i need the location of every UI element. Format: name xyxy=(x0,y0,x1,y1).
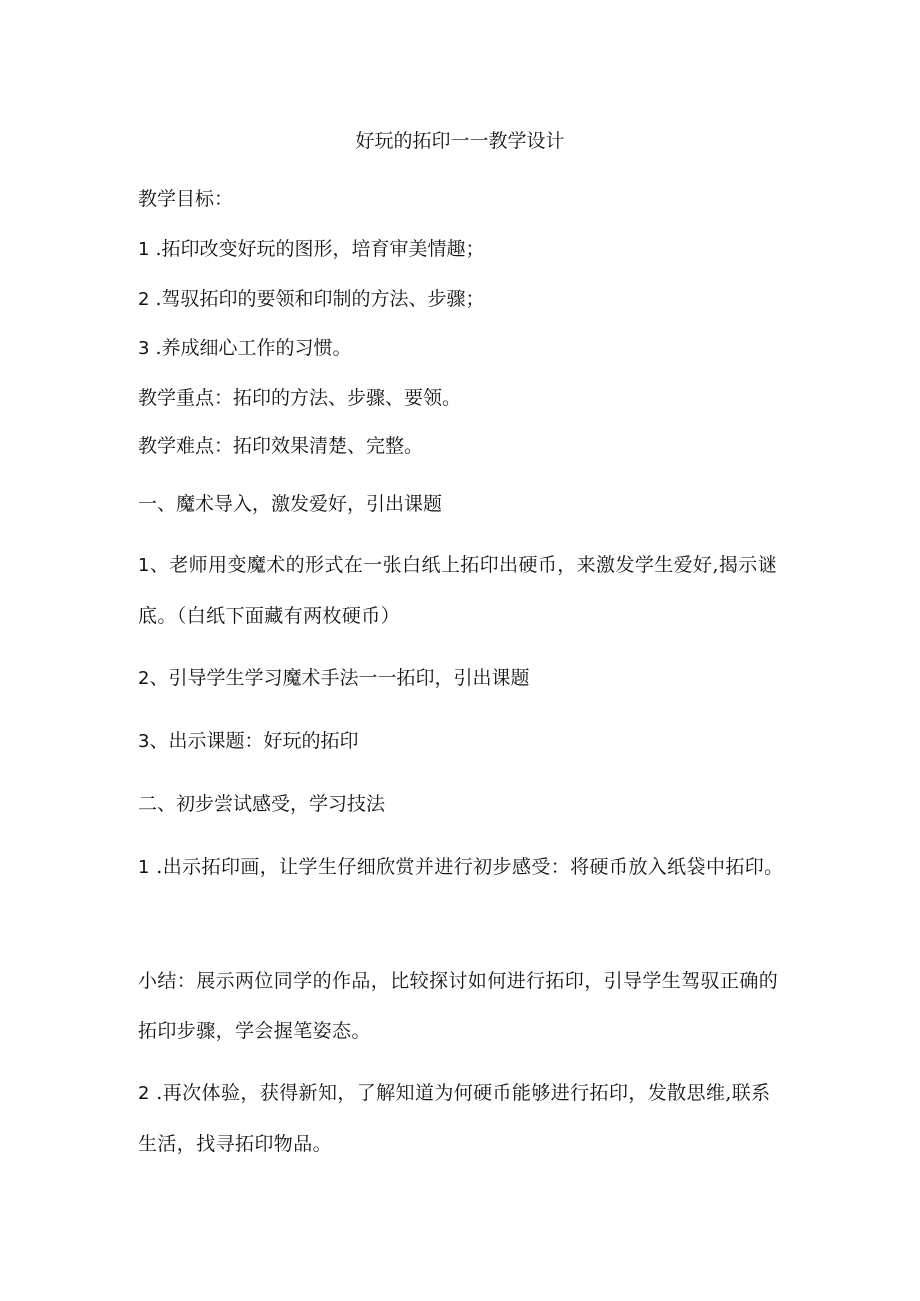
section-1-item-1 xyxy=(138,540,786,641)
section-2-item-1 xyxy=(138,842,786,893)
item-text: 、引导学生学习魔术手法一一拓印，引出课题 xyxy=(149,667,530,689)
difficulty-point: 教学难点：拓印效果清楚、完整。 xyxy=(138,435,424,457)
item-number: 3 xyxy=(138,731,150,752)
document-title: 好玩的拓印一一教学设计 xyxy=(355,130,565,152)
item-text: 、老师用变魔术的形式在一张白纸上拓印出硬币，来激发学生爱好,揭示谜底。（白纸下面藏有两枚硬币） xyxy=(138,554,778,627)
key-point: 教学重点：拓印的方法、步骤、要领。 xyxy=(138,387,462,409)
section-1-item-3 xyxy=(138,728,788,755)
objective-text: .拓印改变好玩的图形，培育审美情趣； xyxy=(149,238,485,260)
objective-number: 3 xyxy=(138,338,150,359)
objective-text: .驾驭拓印的要领和印制的方法、步骤； xyxy=(149,288,485,310)
item-number: 1 xyxy=(138,555,150,576)
item-number: 1 xyxy=(138,857,150,878)
objective-number: 2 xyxy=(138,289,150,310)
objective-item-2 xyxy=(138,286,788,313)
item-text: 、出示课题：好玩的拓印 xyxy=(149,730,359,752)
objective-item-1 xyxy=(138,236,788,263)
section-1-heading: 一、魔术导入，激发爱好，引出课题 xyxy=(138,493,443,515)
section-2-item-2 xyxy=(138,1068,786,1169)
section-2-summary: 小结：展示两位同学的作品，比较探讨如何进行拓印，引导学生驾驭正确的拓印步骤，学会握笔姿态。 xyxy=(138,970,779,1042)
objectives-heading: 教学目标： xyxy=(138,188,234,210)
section-2-heading: 二、初步尝试感受，学习技法 xyxy=(138,793,386,815)
item-number: 2 xyxy=(138,1083,150,1104)
section-1-item-2 xyxy=(138,665,788,692)
item-text: .再次体验，获得新知，了解知道为何硬币能够进行拓印，发散思维,联系生活，找寻拓印物品。 xyxy=(138,1082,771,1155)
objective-number: 1 xyxy=(138,239,150,260)
objective-text: .养成细心工作的习惯。 xyxy=(149,337,352,359)
item-text: .出示拓印画，让学生仔细欣赏并进行初步感受：将硬币放入纸袋中拓印。 xyxy=(149,856,784,878)
item-number: 2 xyxy=(138,668,150,689)
objective-item-3 xyxy=(138,335,788,362)
